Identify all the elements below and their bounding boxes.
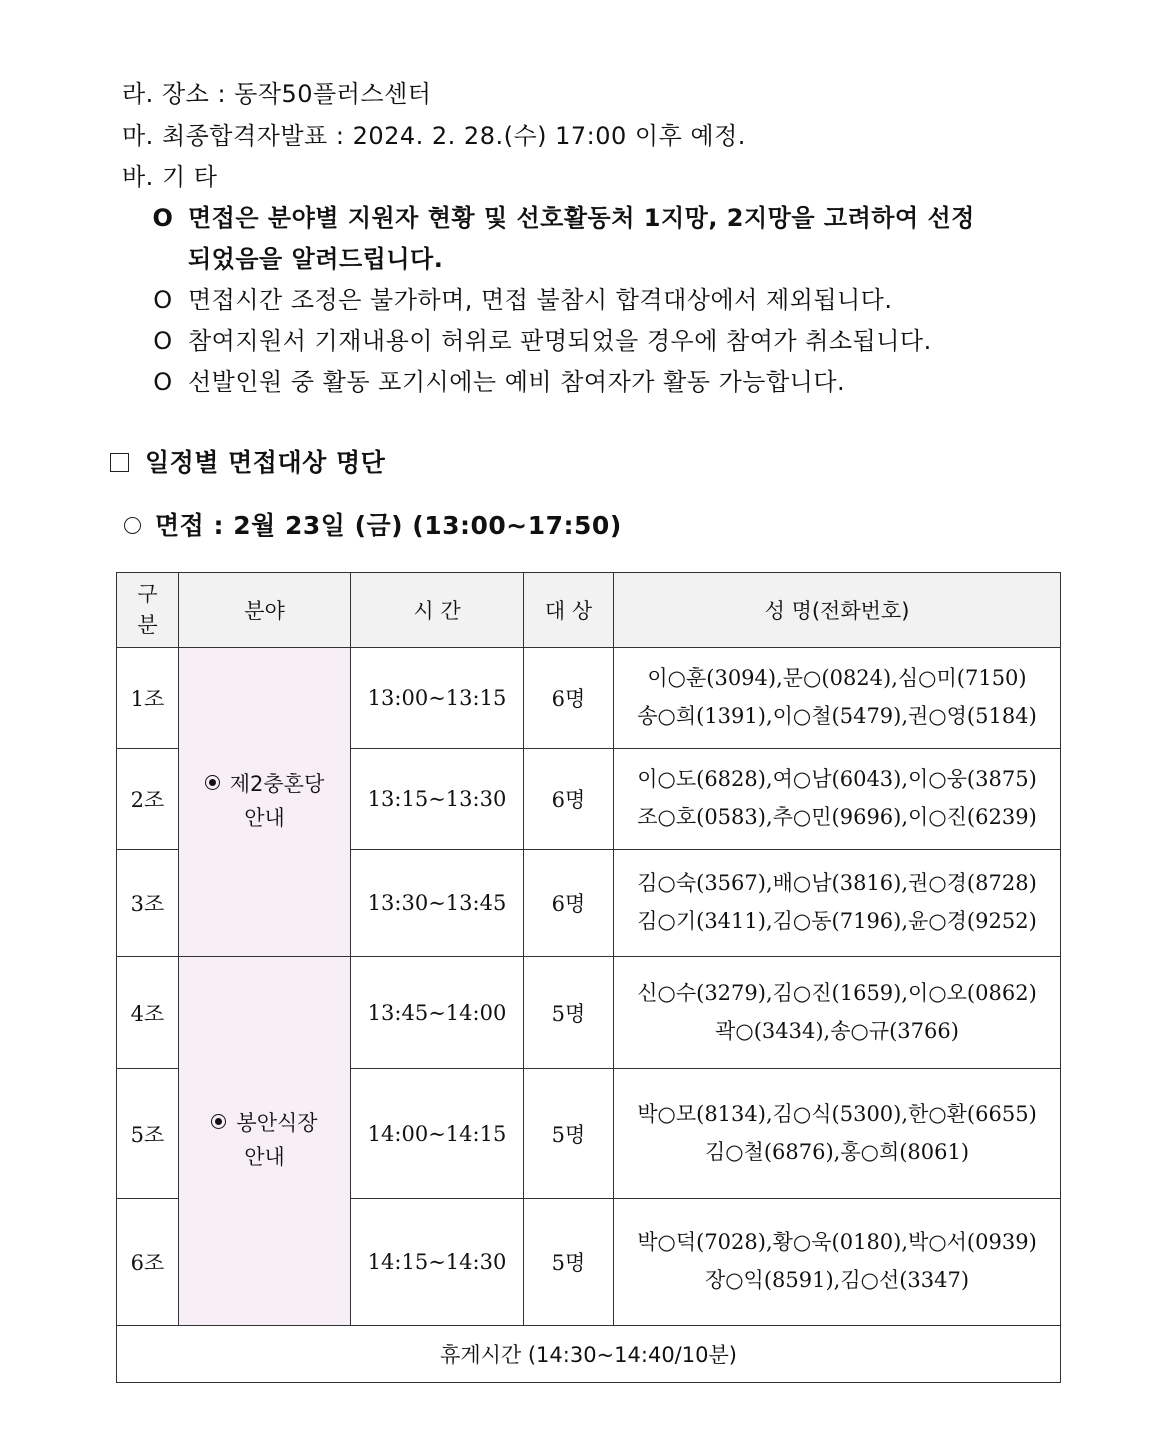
field-cell: [179, 957, 351, 1326]
names-line-2: 김○철(6876),홍○희(8061): [704, 1139, 970, 1164]
table-header-row: [117, 573, 1061, 648]
etc-heading: 바. 기 타: [122, 163, 218, 191]
count-cell: 5명: [524, 1069, 614, 1199]
table-row: [117, 648, 1061, 749]
group-cell: 2조: [117, 749, 179, 850]
bullet-mark: O: [153, 286, 173, 314]
radio-dot-icon: [205, 775, 220, 790]
names-cell: [614, 957, 1061, 1069]
header-group-line-1: 구: [137, 581, 158, 606]
interview-date-line: [124, 506, 622, 542]
note-1-line-2: 되었음을 알려드립니다.: [188, 245, 444, 273]
field-name: 봉안식장: [236, 1111, 318, 1136]
names-line-1: 박○모(8134),김○식(5300),한○환(6655): [637, 1101, 1037, 1126]
bullet-mark: O: [153, 327, 173, 355]
time-cell: 14:00∼14:15: [351, 1069, 524, 1199]
break-cell: 휴게시간 (14:30~14:40/10분): [117, 1326, 1061, 1383]
checkbox-square-icon: [110, 453, 129, 472]
time-cell: 13:30∼13:45: [351, 850, 524, 957]
note-1-text: 면접은 분야별 지원자 현황 및 선호활동처 1지망, 2지망을 고려하여 선정: [188, 204, 975, 232]
names-line-1: 신○수(3279),김○진(1659),이○오(0862): [637, 980, 1037, 1005]
group-cell: 6조: [117, 1199, 179, 1326]
header-names: 성 명(전화번호): [614, 573, 1061, 648]
field-name: 제2충혼당: [229, 772, 325, 797]
interview-date-text: 면접 : 2월 23일 (금) (13:00∼17:50): [155, 511, 622, 540]
section-title: [110, 443, 385, 479]
header-field: 분야: [179, 573, 351, 648]
field-suffix: 안내: [244, 1145, 285, 1169]
names-cell: [614, 749, 1061, 850]
names-line-2: 장○익(8591),김○선(3347): [704, 1268, 970, 1292]
note-3-text: 참여지원서 기재내용이 허위로 판명되었을 경우에 참여가 취소됩니다.: [188, 327, 932, 355]
names-line-2: 송○희(1391),이○철(5479),권○영(5184): [637, 704, 1037, 728]
group-cell: 4조: [117, 957, 179, 1069]
names-line-1: 이○훈(3094),문○(0824),심○미(7150): [647, 666, 1027, 691]
time-cell: 13:45∼14:00: [351, 957, 524, 1069]
names-cell: [614, 1069, 1061, 1199]
names-cell: [614, 850, 1061, 957]
radio-dot-icon: [211, 1114, 226, 1129]
section-title-text: 일정별 면접대상 명단: [145, 448, 386, 477]
count-cell: 6명: [524, 749, 614, 850]
names-line-1: 김○숙(3567),배○남(3816),권○경(8728): [637, 871, 1037, 896]
names-line-2: 김○기(3411),김○동(7196),윤○경(9252): [637, 909, 1037, 933]
group-cell: 5조: [117, 1069, 179, 1199]
count-cell: 6명: [524, 850, 614, 957]
table-row: [117, 957, 1061, 1069]
names-cell: [614, 1199, 1061, 1326]
note-1-line-1: [152, 198, 975, 233]
circle-bullet-icon: [124, 517, 141, 534]
count-cell: 5명: [524, 1199, 614, 1326]
note-3-line: [152, 321, 932, 356]
note-2-text: 면접시간 조정은 불가하며, 면접 불참시 합격대상에서 제외됩니다.: [188, 286, 893, 314]
time-cell: 13:15∼13:30: [351, 749, 524, 850]
place-line: 라. 장소 : 동작50플러스센터: [122, 80, 432, 108]
note-4-line: [152, 362, 845, 397]
header-group-line-2: 분: [137, 613, 158, 637]
names-line-2: 곽○(3434),송○규(3766): [715, 1018, 959, 1043]
time-cell: 13:00∼13:15: [351, 648, 524, 749]
bullet-mark: O: [153, 368, 173, 396]
announce-line: 마. 최종합격자발표 : 2024. 2. 28.(수) 17:00 이후 예정.: [122, 122, 746, 150]
header-group: [117, 573, 179, 648]
time-cell: 14:15∼14:30: [351, 1199, 524, 1326]
names-line-2: 조○호(0583),추○민(9696),이○진(6239): [637, 805, 1037, 829]
count-cell: 6명: [524, 648, 614, 749]
names-line-1: 이○도(6828),여○남(6043),이○웅(3875): [637, 767, 1037, 792]
count-cell: 5명: [524, 957, 614, 1069]
field-suffix: 안내: [244, 806, 285, 830]
names-cell: [614, 648, 1061, 749]
break-row: [117, 1326, 1061, 1383]
interview-schedule-table: [116, 572, 1061, 1383]
bullet-mark: O: [152, 204, 174, 232]
note-2-line: [152, 280, 893, 315]
header-target: 대 상: [524, 573, 614, 648]
note-4-text: 선발인원 중 활동 포기시에는 예비 참여자가 활동 가능합니다.: [188, 368, 846, 396]
group-cell: 1조: [117, 648, 179, 749]
group-cell: 3조: [117, 850, 179, 957]
field-cell: [179, 648, 351, 957]
names-line-1: 박○덕(7028),황○욱(0180),박○서(0939): [637, 1230, 1037, 1255]
header-time: 시 간: [351, 573, 524, 648]
